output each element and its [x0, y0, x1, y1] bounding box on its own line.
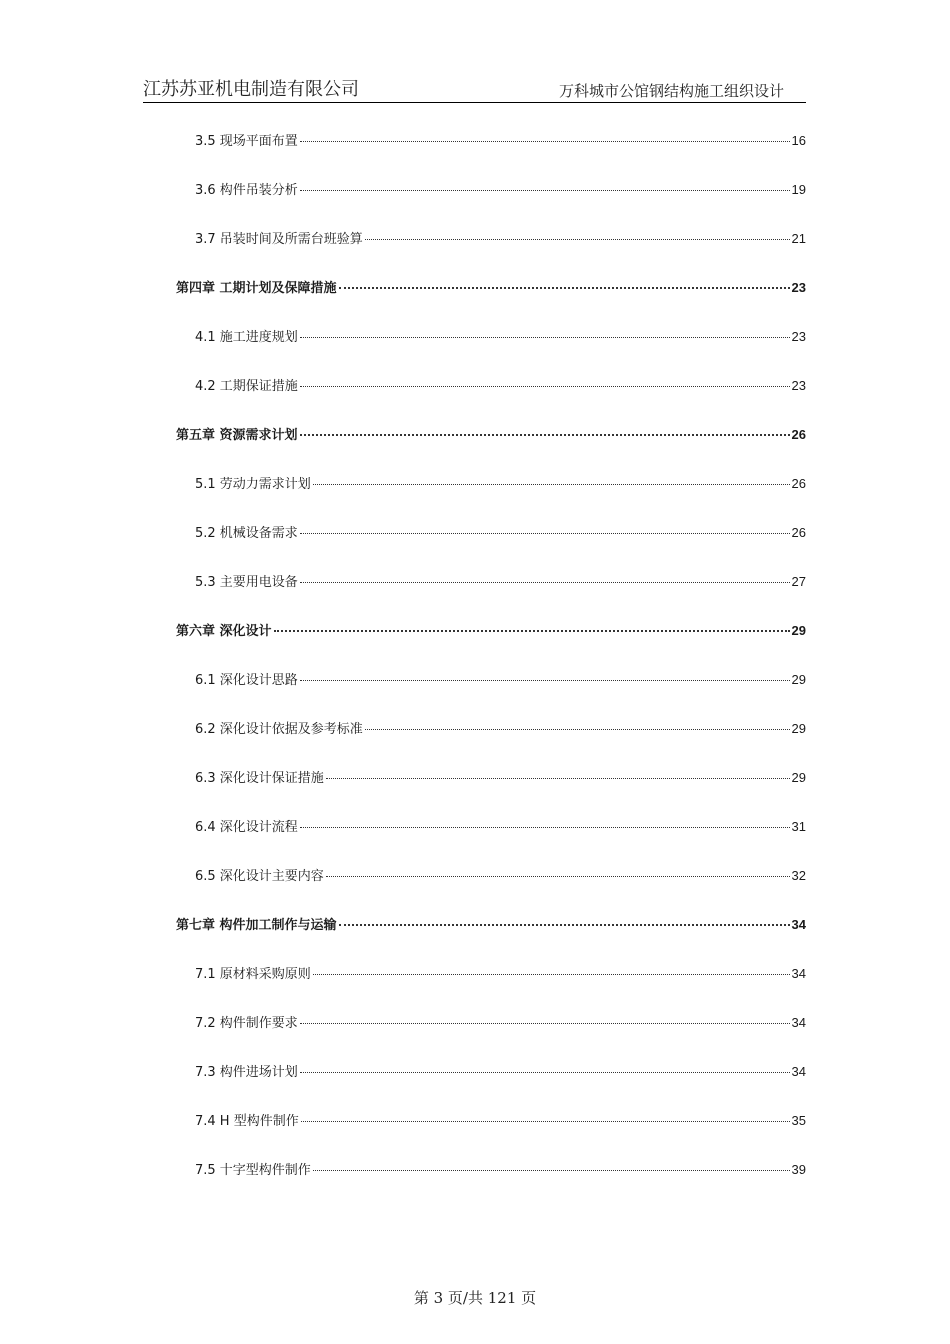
toc-section-entry[interactable]	[195, 376, 806, 396]
toc-entry-label: 第四章 工期计划及保障措施	[176, 281, 337, 296]
toc-leader-dots	[365, 729, 790, 730]
toc-page-number: 26	[791, 525, 806, 540]
toc-page-number: 23	[791, 378, 806, 393]
toc-entry-label: 3.7 吊装时间及所需台班验算	[195, 232, 363, 247]
toc-chapter-entry[interactable]	[176, 278, 806, 298]
toc-leader-dots	[313, 1170, 790, 1171]
toc-page-number: 27	[791, 574, 806, 589]
toc-section-entry[interactable]	[195, 1160, 806, 1180]
toc-entry-label: 5.1 劳动力需求计划	[195, 477, 311, 492]
toc-section-entry[interactable]	[195, 474, 806, 494]
toc-page-number: 16	[791, 133, 806, 148]
toc-entry-label: 5.2 机械设备需求	[195, 526, 298, 541]
toc-leader-dots	[300, 1023, 790, 1024]
toc-page-number: 34	[791, 1015, 806, 1030]
toc-entry-label: 7.5 十字型构件制作	[195, 1163, 311, 1178]
toc-page-number: 29	[791, 721, 806, 736]
toc-entry-label: 6.5 深化设计主要内容	[195, 869, 324, 884]
toc-entry-label: 6.4 深化设计流程	[195, 820, 298, 835]
toc-page-number: 35	[791, 1113, 806, 1128]
toc-leader-dots	[313, 484, 790, 485]
toc-chapter-entry[interactable]	[176, 425, 806, 445]
toc-entry-label: 7.4 H 型构件制作	[195, 1114, 299, 1129]
toc-leader-dots	[300, 386, 790, 387]
toc-leader-dots	[300, 337, 790, 338]
toc-section-entry[interactable]	[195, 719, 806, 739]
toc-section-entry[interactable]	[195, 866, 806, 886]
toc-leader-dots	[339, 287, 790, 289]
toc-chapter-entry[interactable]	[176, 915, 806, 935]
toc-section-entry[interactable]	[195, 131, 806, 151]
toc-page-number: 29	[791, 672, 806, 687]
toc-section-entry[interactable]	[195, 817, 806, 837]
toc-entry-label: 6.1 深化设计思路	[195, 673, 298, 688]
toc-entry-label: 5.3 主要用电设备	[195, 575, 298, 590]
toc-leader-dots	[300, 141, 790, 142]
toc-entry-label: 3.6 构件吊装分析	[195, 183, 298, 198]
toc-entry-label: 第七章 构件加工制作与运输	[176, 918, 337, 933]
toc-section-entry[interactable]	[195, 327, 806, 347]
toc-leader-dots	[300, 582, 790, 583]
toc-leader-dots	[365, 239, 790, 240]
toc-page-number: 26	[791, 476, 806, 491]
page-header	[143, 78, 806, 103]
toc-entry-label: 6.3 深化设计保证措施	[195, 771, 324, 786]
toc-leader-dots	[300, 533, 790, 534]
toc-section-entry[interactable]	[195, 1062, 806, 1082]
toc-page-number: 26	[791, 427, 806, 442]
toc-page-number: 23	[791, 280, 806, 295]
toc-leader-dots	[301, 1121, 790, 1122]
toc-section-entry[interactable]	[195, 523, 806, 543]
toc-page-number: 34	[791, 966, 806, 981]
toc-page-number: 29	[791, 770, 806, 785]
toc-page-number: 19	[791, 182, 806, 197]
toc-page-number: 39	[791, 1162, 806, 1177]
toc-section-entry[interactable]	[195, 1013, 806, 1033]
toc-section-entry[interactable]	[195, 572, 806, 592]
toc-entry-label: 6.2 深化设计依据及参考标准	[195, 722, 363, 737]
toc-page-number: 31	[791, 819, 806, 834]
toc-leader-dots	[300, 680, 790, 681]
document-title: 万科城市公馆钢结构施工组织设计	[558, 82, 784, 100]
page-footer: 第 3 页/共 121 页	[413, 1289, 537, 1307]
toc-entry-label: 7.2 构件制作要求	[195, 1016, 298, 1031]
toc-leader-dots	[300, 827, 790, 828]
toc-leader-dots	[300, 1072, 790, 1073]
toc-section-entry[interactable]	[195, 670, 806, 690]
toc-page-number: 34	[791, 917, 806, 932]
toc-entry-label: 7.1 原材料采购原则	[195, 967, 311, 982]
toc-leader-dots	[326, 778, 790, 779]
toc-page-number: 32	[791, 868, 806, 883]
toc-entry-label: 3.5 现场平面布置	[195, 134, 298, 149]
toc-section-entry[interactable]	[195, 229, 806, 249]
toc-section-entry[interactable]	[195, 180, 806, 200]
toc-page-number: 34	[791, 1064, 806, 1079]
toc-entry-label: 第五章 资源需求计划	[176, 428, 298, 443]
toc-leader-dots	[326, 876, 790, 877]
toc-leader-dots	[300, 434, 790, 436]
toc-section-entry[interactable]	[195, 1111, 806, 1131]
toc-leader-dots	[300, 190, 790, 191]
toc-entry-label: 第六章 深化设计	[176, 624, 272, 639]
toc-chapter-entry[interactable]	[176, 621, 806, 641]
toc-page-number: 23	[791, 329, 806, 344]
toc-page-number: 29	[791, 623, 806, 638]
toc-leader-dots	[313, 974, 790, 975]
company-name: 江苏苏亚机电制造有限公司	[143, 79, 359, 100]
toc-entry-label: 7.3 构件进场计划	[195, 1065, 298, 1080]
toc-entry-label: 4.1 施工进度规划	[195, 330, 298, 345]
toc-leader-dots	[274, 630, 790, 632]
toc-section-entry[interactable]	[195, 964, 806, 984]
toc-entry-label: 4.2 工期保证措施	[195, 379, 298, 394]
toc-section-entry[interactable]	[195, 768, 806, 788]
toc-leader-dots	[339, 924, 790, 926]
toc-page-number: 21	[791, 231, 806, 246]
